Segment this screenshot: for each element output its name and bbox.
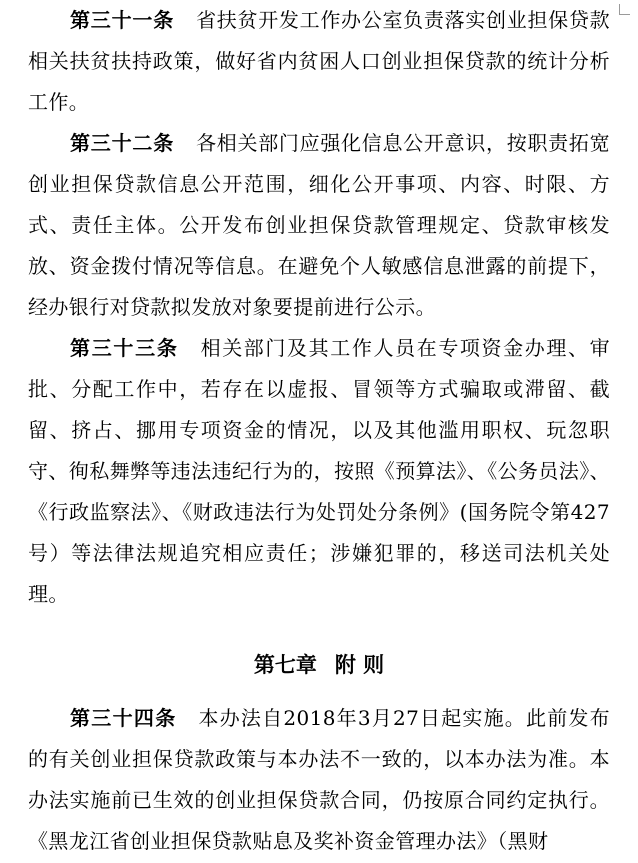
chapter-heading [0, 647, 638, 683]
article-34 [28, 698, 610, 862]
article-text: 本办法自2018年3月27日起实施。此前发布的有关创业担保贷款政策与本办法不一致的，以本办法为准。本办法实施前已生效的创业担保贷款合同，仍按原合同约定执行。《黑龙江省创业担保贷款贴息及奖补资金管理办法》（黑财 [28, 706, 611, 853]
article-label: 第三十一条 [70, 8, 175, 32]
article-text: 相关部门及其工作人员在专项资金办理、审批、分配工作中，若存在以虚报、冒领等方式骗取或滞留、截留、挤占、挪用专项资金的情况，以及其他滥用职权、玩忽职守、徇私舞弊等违法违纪行为的，按照《预算法》、《公务员法》、《行政监察法》、《财政违法行为处罚处分条例》(国务院令第427号）等法律法规追究相应责任；涉嫌犯罪的，移送司法机关处理。 [28, 336, 611, 606]
article-label: 第三十二条 [70, 131, 175, 155]
article-text: 省扶贫开发工作办公室负责落实创业担保贷款相关扶贫扶持政策，做好省内贫困人口创业担保贷款的统计分析工作。 [28, 8, 610, 114]
chapter-number: 第七章 [253, 653, 317, 677]
page-corner-mark-top-right [619, 4, 630, 15]
article-31 [28, 0, 610, 123]
article-label: 第三十三条 [70, 336, 179, 360]
article-32 [28, 123, 610, 328]
article-label: 第三十四条 [70, 706, 177, 730]
article-33 [28, 328, 610, 615]
chapter-title: 附 则 [334, 653, 385, 677]
article-text: 各相关部门应强化信息公开意识，按职责拓宽创业担保贷款信息公开范围，细化公开事项、内容、时限、方式、责任主体。公开发布创业担保贷款管理规定、贷款审核发放、资金拨付情况等信息。在避免个人敏感信息泄露的前提下，经办银行对贷款拟发放对象要提前进行公示。 [28, 131, 610, 319]
